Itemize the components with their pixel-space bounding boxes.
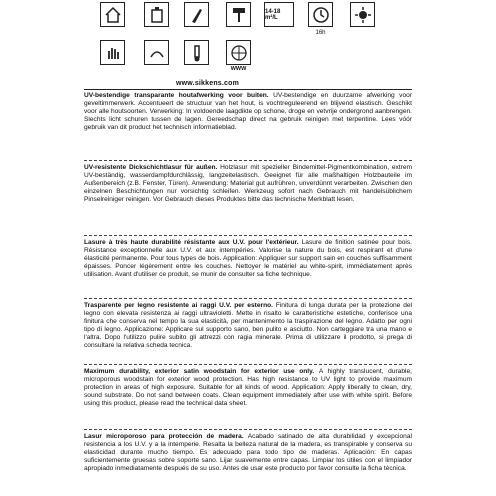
separator-5	[84, 429, 412, 430]
separator-3	[84, 298, 412, 299]
hand-icon	[100, 40, 125, 65]
www-label: WWW	[230, 66, 247, 72]
drying-time-icon	[308, 2, 333, 27]
separator-1	[84, 160, 412, 161]
divider-top	[84, 89, 412, 90]
body-es: Acabado satinado de alta durabilidad y excepcional resistencia a los U.V. y a la intemperie. Resalta la belleza natural de la madera, es transpirable y conserva su elasticidad durante mucho tiempo. Es adecuado para todo tipo de maderas. Aplicación: En capas suficientemente gruesas sobre soporte sano. Lijar suavemente entre capas. Limpiar los útiles con el limpiador apropiado inmediatamente después de su uso. Antes de usar este producto por favor consulte la ficha técnica.	[84, 433, 412, 472]
roller-icon	[226, 2, 251, 27]
text-block-en	[84, 368, 412, 426]
house-icon	[100, 2, 125, 27]
text-block-es	[84, 433, 412, 495]
body-fr: Lasure de finition satinée pour bois. Résistance exceptionnelle aux U.V. et aux intempéries. Valorise la nature du bois, est respirant et d'une élasticité permanente. Pour tous types de bois. Application: Appliquer sur support sain en couches suffisamment épaisses. Poncer légèrement entre les couches. Nettoyer le matériel au white-spirit, immédiatement après utilisation. Avant d'utiliser ce produit, se munir de consulter sa fiche technique.	[84, 239, 412, 278]
heading-es: Lasur microporoso para protección de madera.	[84, 433, 248, 440]
separator-2	[84, 235, 412, 236]
label-sheet	[84, 0, 412, 496]
coverage-text: 14-18 m²/L	[265, 8, 281, 21]
body-en: A highly translucent, durable, microporous woodstain for exterior wood protection. Has high resistance to UV light to provide maximum protection in areas of high exposure. Suitable for all kinds of wood. Application: Apply liberally to clean, dry, sound substrate. Do not sand between coats. Clean equipment immediately after use with white spirit. Before using this product, please read the technical data sheet.	[84, 368, 412, 407]
can-icon	[144, 2, 169, 27]
heading-en: Maximum durability, exterior satin woodstain for exterior use only.	[84, 368, 319, 375]
www-icon	[226, 40, 251, 65]
heading-nl: UV-bestendige transparante houtafwerking voor buiten.	[84, 92, 274, 99]
heading-de: UV-resistente Dickschichtlasur für außen.	[84, 164, 221, 171]
heading-it: Trasparente per legno resistente ai raggi U.V. per esterno.	[84, 302, 276, 309]
sun-icon	[350, 2, 375, 27]
separator-4	[84, 364, 412, 365]
drying-time-text: 16h	[315, 30, 326, 36]
website-url: www.sikkens.com	[176, 80, 240, 87]
body-de: Holzlasur mit spezieller Bindemittel-Pigmentkombination, extrem UV-beständig, wasserdampfdurchlässig, langzeitelastisch. Geeignet für alle maßhaltigen Holzbauteile im Außenbereich (z.B. Fenster, Türen). Anwendung: Material gut aufrühren, unverdünnt verarbeiten. Zwischen den einzelnen Beschichtungen nur vorsichtig schleifen. Werkzeug sofort nach Gebrauch mit handelsüblichem Pinselreiniger reinigen. Vor Gebrauch dieses Produktes bitte das technische Merkblatt lesen.	[84, 164, 412, 203]
brush-icon	[184, 2, 209, 27]
heading-fr: Lasure à très haute durabilité résistante aux U.V. pour l'extérieur.	[84, 239, 302, 246]
coverage-icon	[264, 2, 294, 27]
text-block-de	[84, 164, 412, 230]
body-it: Finitura di lunga durata per la protezione del legno con elevata resistenza ai raggi ultravioletti. Mette in risalto le caratteristiche estetiche, conferisce una finitura che conserva nel tempo la sua elasticità, per mantenimento la traspirazione del legno. Adatto per ogni tipo di legno. Applicazione: Applicare sul supporto sano, ben pulito e asciutto. Non carteggiare tra una mano e l'altra. Dopo l'utilizzo pulire subito gli attrezzi con ragia minerale. Prima di utilizzare il prodotto, si prega di consultare la relativa scheda tecnica.	[84, 302, 412, 349]
thermometer-icon	[184, 40, 209, 65]
body-nl: UV-bestendige en duurzame afwerking voor geveltimmerwerk. Accentueert de structuur van het hout, is vochtreguleerend en blijvend elastisch. Geschikt voor alle houtsoorten. Verwerking: In voldoende laagdikte op schone, droge en vetvrije ondergrond aanbrengen. Slechts licht schuren tussen de lagen. Gereedschap direct na gebruik reinigen met terpentine. Lees vóór gebruik van dit product het technisch informatieblad.	[84, 92, 412, 131]
text-block-nl	[84, 92, 412, 154]
text-block-it	[84, 302, 412, 360]
text-block-fr	[84, 239, 412, 295]
weather-icon	[144, 40, 169, 65]
